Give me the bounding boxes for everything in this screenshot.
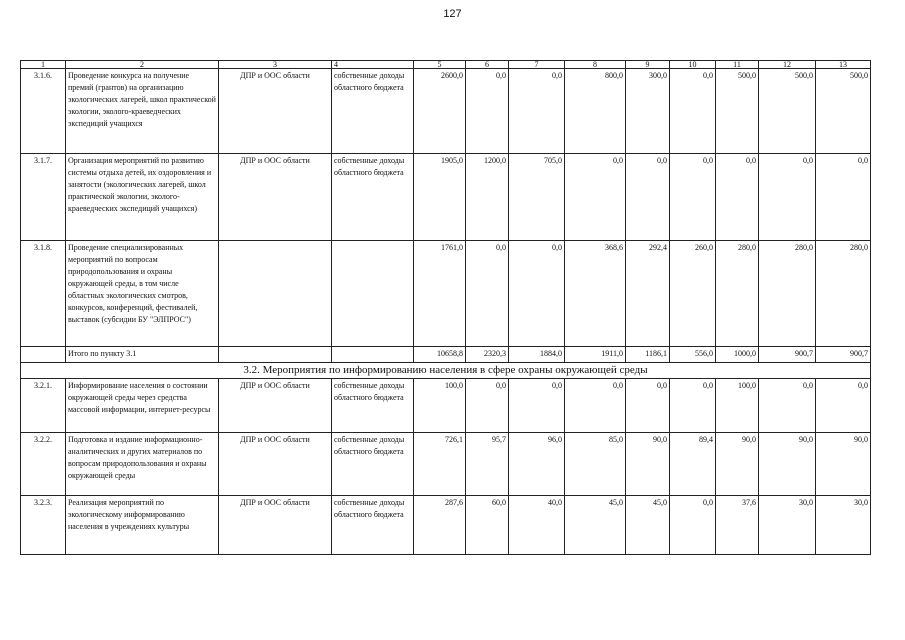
row-value: 300,0 [626, 69, 670, 154]
row-value: 40,0 [509, 496, 565, 555]
row-value: 280,0 [716, 241, 759, 347]
row-value: 0,0 [670, 154, 716, 241]
section-title: 3.2. Мероприятия по информированию населения в сфере охраны окружающей среды [21, 363, 871, 379]
row-value: 1905,0 [414, 154, 466, 241]
page-number: 127 [443, 8, 462, 20]
row-value: 90,0 [759, 433, 816, 496]
row-code: 3.1.7. [21, 154, 66, 241]
row-source: собственные доходы областного бюджета [332, 379, 414, 433]
row-value: 10658,8 [414, 347, 466, 363]
section-row [21, 363, 871, 379]
row-value: 30,0 [759, 496, 816, 555]
row-value: 60,0 [466, 496, 509, 555]
row-value: 500,0 [759, 69, 816, 154]
row-source: собственные доходы областного бюджета [332, 433, 414, 496]
row-value: 368,6 [565, 241, 626, 347]
row-executor: ДПР и ООС области [219, 496, 332, 555]
row-name: Организация мероприятий по развитию системы отдыха детей, их оздоровления и занятости (экологических лагерей, школ практической экологии, эколого-краеведческих экспедиций учащихся) [66, 154, 219, 241]
row-code: 3.2.3. [21, 496, 66, 555]
row-value: 292,4 [626, 241, 670, 347]
measures-table [20, 60, 871, 555]
row-code: 3.2.2. [21, 433, 66, 496]
row-executor: ДПР и ООС области [219, 69, 332, 154]
row-source [332, 347, 414, 363]
row-value: 0,0 [759, 154, 816, 241]
row-value: 90,0 [626, 433, 670, 496]
row-value: 0,0 [466, 69, 509, 154]
row-source [332, 241, 414, 347]
row-value: 0,0 [509, 379, 565, 433]
row-value: 0,0 [816, 154, 871, 241]
row-value: 705,0 [509, 154, 565, 241]
row-value: 0,0 [509, 241, 565, 347]
row-value: 0,0 [565, 379, 626, 433]
row-value: 1186,1 [626, 347, 670, 363]
row-value: 85,0 [565, 433, 626, 496]
row-value: 1911,0 [565, 347, 626, 363]
table-row [21, 154, 871, 241]
row-code [21, 347, 66, 363]
row-value: 2600,0 [414, 69, 466, 154]
header-col-13: 13 [816, 61, 871, 69]
row-executor: ДПР и ООС области [219, 433, 332, 496]
header-row [21, 61, 871, 69]
row-value: 500,0 [816, 69, 871, 154]
table-row [21, 69, 871, 154]
header-col-3: 3 [219, 61, 332, 69]
row-value: 89,4 [670, 433, 716, 496]
row-value: 2320,3 [466, 347, 509, 363]
row-value: 280,0 [816, 241, 871, 347]
row-name: Реализация мероприятий по экологическому информированию населения в учреждениях культуры [66, 496, 219, 555]
row-value: 45,0 [565, 496, 626, 555]
row-code: 3.1.6. [21, 69, 66, 154]
row-value: 0,0 [759, 379, 816, 433]
table-row [21, 379, 871, 433]
table-row [21, 496, 871, 555]
row-value: 100,0 [414, 379, 466, 433]
row-source: собственные доходы областного бюджета [332, 154, 414, 241]
total-row [21, 347, 871, 363]
row-value: 900,7 [759, 347, 816, 363]
row-value: 0,0 [716, 154, 759, 241]
row-value: 280,0 [759, 241, 816, 347]
row-source: собственные доходы областного бюджета [332, 496, 414, 555]
row-value: 1761,0 [414, 241, 466, 347]
row-value: 0,0 [816, 379, 871, 433]
header-col-12: 12 [759, 61, 816, 69]
row-value: 1884,0 [509, 347, 565, 363]
row-value: 800,0 [565, 69, 626, 154]
row-value: 0,0 [670, 69, 716, 154]
header-col-9: 9 [626, 61, 670, 69]
row-name: Информирование населения о состоянии окружающей среды через средства массовой информации, интернет-ресурсы [66, 379, 219, 433]
row-name: Итого по пункту 3.1 [66, 347, 219, 363]
header-col-8: 8 [565, 61, 626, 69]
row-value: 0,0 [466, 241, 509, 347]
row-value: 0,0 [626, 154, 670, 241]
row-value: 900,7 [816, 347, 871, 363]
row-value: 30,0 [816, 496, 871, 555]
row-executor: ДПР и ООС области [219, 379, 332, 433]
row-value: 100,0 [716, 379, 759, 433]
row-value: 0,0 [509, 69, 565, 154]
row-executor: ДПР и ООС области [219, 154, 332, 241]
row-value: 90,0 [716, 433, 759, 496]
row-value: 0,0 [626, 379, 670, 433]
header-col-6: 6 [466, 61, 509, 69]
row-value: 0,0 [466, 379, 509, 433]
row-code: 3.1.8. [21, 241, 66, 347]
table-row [21, 241, 871, 347]
row-value: 45,0 [626, 496, 670, 555]
row-value: 1200,0 [466, 154, 509, 241]
row-value: 556,0 [670, 347, 716, 363]
row-value: 0,0 [670, 496, 716, 555]
header-col-4: 4 [332, 61, 414, 69]
row-value: 96,0 [509, 433, 565, 496]
header-col-7: 7 [509, 61, 565, 69]
row-value: 37,6 [716, 496, 759, 555]
row-value: 1000,0 [716, 347, 759, 363]
row-executor [219, 347, 332, 363]
header-col-5: 5 [414, 61, 466, 69]
row-value: 260,0 [670, 241, 716, 347]
row-value: 500,0 [716, 69, 759, 154]
row-source: собственные доходы областного бюджета [332, 69, 414, 154]
row-value: 287,6 [414, 496, 466, 555]
row-value: 95,7 [466, 433, 509, 496]
row-executor [219, 241, 332, 347]
row-code: 3.2.1. [21, 379, 66, 433]
header-col-1: 1 [21, 61, 66, 69]
row-name: Проведение специализированных мероприятий по вопросам природопользования и охраны окружающей среды, в том числе областных экологических смотров, конкурсов, конференций, фестивалей, выставок (субсидии БУ "ЭЛПРОС") [66, 241, 219, 347]
table-row [21, 433, 871, 496]
header-col-11: 11 [716, 61, 759, 69]
row-value: 726,1 [414, 433, 466, 496]
row-name: Проведение конкурса на получение премий (грантов) на организацию экологических лагерей, школ практической экологии, эколого-краеведческих экспедиций учащихся [66, 69, 219, 154]
row-value: 0,0 [670, 379, 716, 433]
row-name: Подготовка и издание информационно-аналитических и других материалов по вопросам природопользования и охраны окружающей среды [66, 433, 219, 496]
row-value: 90,0 [816, 433, 871, 496]
row-value: 0,0 [565, 154, 626, 241]
header-col-2: 2 [66, 61, 219, 69]
header-col-10: 10 [670, 61, 716, 69]
